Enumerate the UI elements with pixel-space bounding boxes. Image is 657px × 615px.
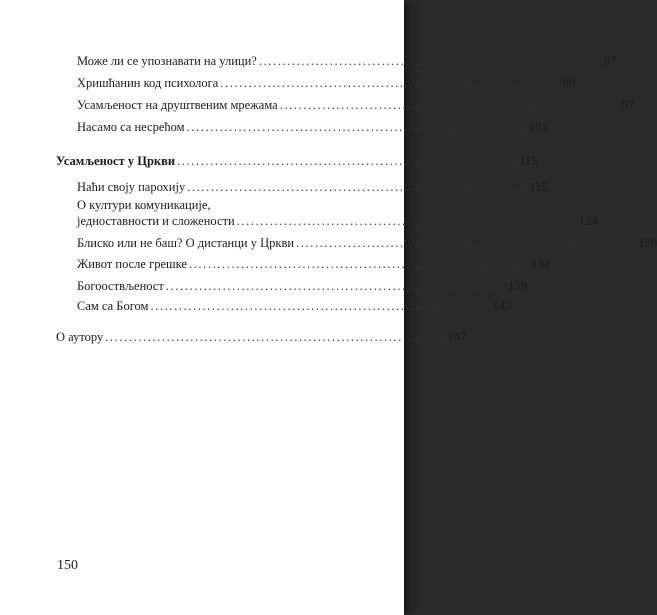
toc-entry-title: Насамо са несрећом (77, 120, 185, 134)
toc-entry-page: .87 (601, 54, 617, 68)
toc-entry-page: 139 (508, 279, 527, 293)
toc-entry: Може ли се упознавати на улици? ........................................................................ .87 (77, 54, 617, 68)
toc-chapter-title: Усамљеност у Цркви (56, 154, 176, 168)
page-number: 150 (57, 558, 78, 573)
toc-entry: Блиско или не баш? О дистанци у Цркви ........................................................................ 130 (77, 236, 657, 250)
toc-chapter-entry: Усамљеност у Цркви ........................................................................ 115 (56, 154, 538, 168)
toc-entry-title: Блиско или не баш? О дистанци у Цркви (77, 236, 295, 250)
toc-entry-title: једноставности и сложености (77, 214, 235, 228)
toc-entry: Сам са Богом ........................................................................ 143 (77, 299, 512, 313)
toc-entry-page: 90 (562, 76, 576, 90)
toc-entry: Наћи своју парохију ........................................................................ 115 (77, 180, 548, 194)
toc-entry-page: 143 (492, 299, 512, 313)
toc-entry: Хришћанин код психолога ........................................................................ 90 (77, 76, 576, 90)
toc-entry-page: 147 (447, 330, 467, 344)
toc-entry-page: 134 (531, 257, 550, 271)
toc-entry-page: 97 (621, 98, 635, 112)
toc-entry: Богооствљеност ........................................................................ 139 (77, 279, 527, 293)
toc-entry-page: 103 (528, 120, 548, 134)
toc-entry: Живот после грешке ........................................................................ 134 (77, 257, 550, 271)
toc-entry-title: Хришћанин код психолога (77, 76, 219, 90)
toc-entry-title: Усамљеност на друштвеним мрежама (77, 98, 278, 112)
toc-entry: Усамљеност на друштвеним мрежама ........................................................................ 97 (77, 98, 635, 112)
toc-entry: Насамо са несрећом ........................................................................ 103 (77, 120, 548, 134)
toc-entry-title: Живот после грешке (77, 257, 187, 271)
toc-entry-page: 124 (578, 214, 598, 228)
toc-entry: О аутору ........................................................................ 147 (56, 330, 467, 344)
toc-entry-page: 115 (529, 180, 548, 194)
toc-entry-title: О аутору (56, 330, 104, 344)
toc-entry-title: Може ли се упознавати на улици? (77, 54, 257, 68)
toc-entry-title: О култури комуникације, (77, 198, 211, 212)
toc-entry-first-line (77, 198, 370, 213)
toc-entry: једноставности и сложености ........................................................................ 124 (77, 214, 598, 228)
toc-entry-page: 130 (638, 236, 657, 250)
toc-entry-page: 115 (519, 154, 538, 168)
toc-entry-title: Сам са Богом (77, 299, 149, 313)
toc-entry-title: Наћи своју парохију (77, 180, 186, 194)
toc-entry-title: Богооствљеност (77, 279, 164, 293)
